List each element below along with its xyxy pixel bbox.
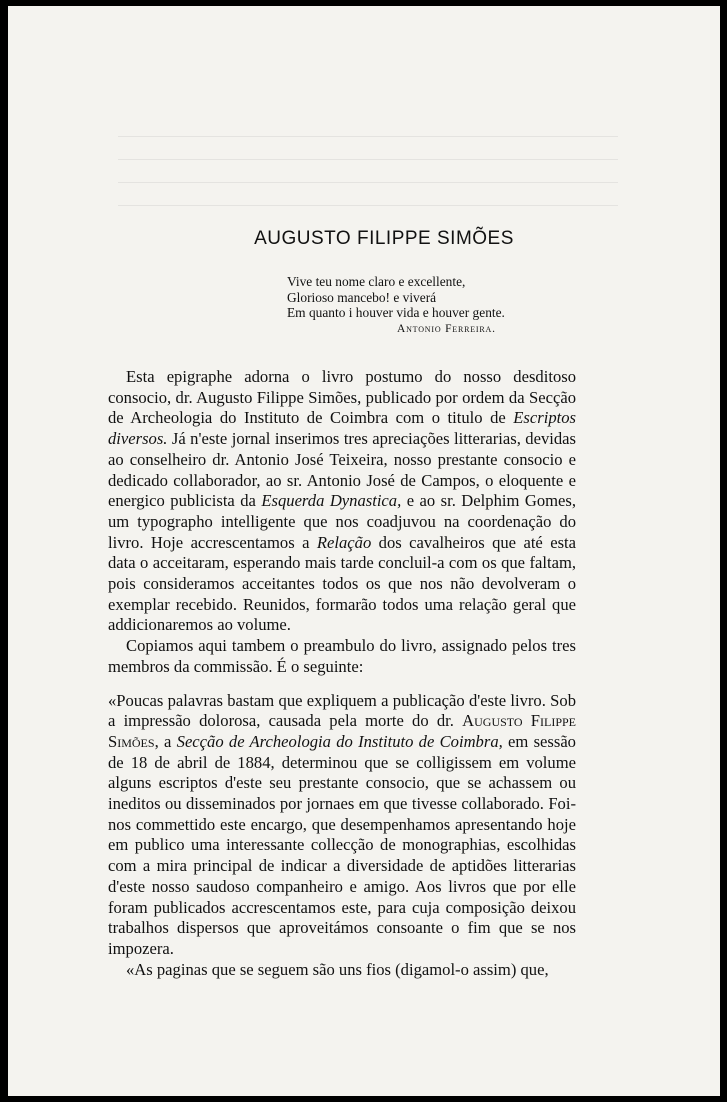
epigraph (287, 274, 607, 337)
text-run: e ao sr. Delphim Gomes, um typographo intelligente que nos coadjuvou na coordenação do livro. Hoje accrescentamos a (108, 491, 576, 552)
journal-title: Esquerda Dynastica, (261, 491, 402, 511)
section-name: Secção de Archeologia do Instituto de Coimbra, (176, 731, 503, 751)
text-run: , a (154, 731, 177, 751)
epigraph-line: Glorioso mancebo! e viverá (287, 289, 437, 305)
paragraph-1 (108, 367, 576, 636)
article-body (108, 367, 576, 980)
paragraph-3-quote (108, 691, 576, 960)
text-run: Esta epigraphe adorna o livro postumo do nosso desditoso consocio, dr. Augusto Filippe Simões, publicado por ordem da Secção de Archeologia do Instituto de Coimbra com o titulo de (108, 367, 576, 428)
paragraph-2: Copiamos aqui tambem o preambulo do livro, assignado pelos tres membros da commissão. É o seguinte: (108, 636, 576, 676)
person-name: Augusto Filippe Simões (108, 711, 576, 751)
text-run: em sessão de 18 de abril de 1884, determinou que se colligissem em volume alguns escriptos d'este seu prestante consocio, que se achassem ou ineditos ou disseminados por jornaes em que tivesse collaborado. Foi-nos commettido este encargo, que desempenhamos apresentando hoje em publico uma interessante collecção de monographias, escolhidas com a mira principal de indicar a diversidade de aptidões litterarias d'este nosso saudoso companheiro e amigo. Aos livros que por elle foram publicados accrescentamos este, para cuja composição deixou trabalhos dispersos que aproveitámos consoante o fim que se nos impozera. (108, 731, 576, 958)
epigraph-line: Vive teu nome claro e excellente, (287, 274, 466, 289)
paragraph-4: «As paginas que se seguem são uns fios (digamol-o assim) que, (126, 959, 549, 979)
document-page (8, 6, 720, 1096)
epigraph-author: Antonio Ferreira. (397, 322, 496, 335)
book-title: Escriptos diversos. (108, 408, 576, 449)
epigraph-line: Em quanto i houver vida e houver gente. (287, 305, 505, 321)
text-run: Já n'este jornal inserimos tres apreciações litterarias, devidas ao conselheiro dr. Antonio José Teixeira, nosso prestante consocio e dedicado collaborador, ao sr. Antonio José de Campos, o eloquente e energico publicista da (108, 429, 576, 511)
text-run: «Poucas palavras bastam que expliquem a publicação d'este livro. Sob a impressão dolorosa, causada pela morte do dr. (108, 690, 576, 731)
article-title: AUGUSTO FILIPPE SIMÕES (254, 228, 514, 249)
relacao-italic: Relação (316, 532, 372, 552)
text-run: dos cavalheiros que até esta data o acceitaram, esperando mais tarde concluil-a com os que faltam, pois consideramos acceitantes todos os que nos não devolveram o exemplar recebido. Reunidos, formarão todos uma relação geral que addicionaremos ao volume. (108, 532, 577, 635)
